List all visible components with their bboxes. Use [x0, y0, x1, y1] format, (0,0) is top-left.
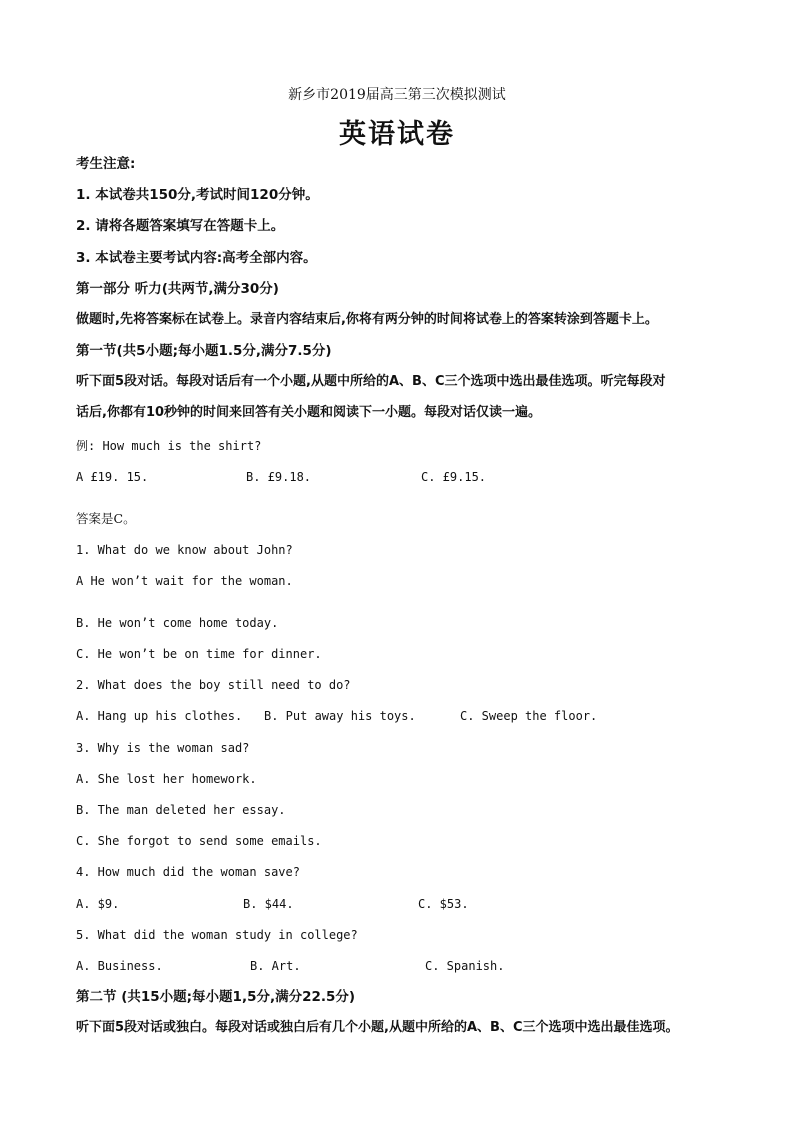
question-2: 2. What does the boy still need to do?: [76, 678, 351, 692]
question-4: 4. How much did the woman save?: [76, 865, 300, 879]
question-2-option-a: A. Hang up his clothes.: [76, 709, 243, 723]
section2-heading: 第二节 (共15小题;每小题1,5分,满分22.5分): [76, 989, 356, 1005]
notice-item-3: 3. 本试卷主要考试内容:高考全部内容。: [76, 250, 317, 266]
question-1-option-b: B. He won’t come home today.: [76, 616, 279, 630]
question-5-option-b: B. Art.: [250, 959, 301, 973]
section1-instruction-line1: 听下面5段对话。每段对话后有一个小题,从题中所给的A、B、C三个选项中选出最佳选项。听完每段对: [76, 374, 666, 389]
question-1-option-c: C. He won’t be on time for dinner.: [76, 647, 322, 661]
question-2-option-c: C. Sweep the floor.: [460, 709, 598, 723]
notice-heading: 考生注意:: [76, 156, 136, 172]
notice-item-1: 1. 本试卷共150分,考试时间120分钟。: [76, 187, 319, 203]
notice-item-2: 2. 请将各题答案填写在答题卡上。: [76, 218, 285, 234]
question-4-option-a: A. $9.: [76, 897, 120, 911]
example-question: 例: How much is the shirt?: [76, 439, 262, 453]
question-5-option-a: A. Business.: [76, 959, 163, 973]
part1-heading: 第一部分 听力(共两节,满分30分): [76, 281, 279, 297]
question-3-option-b: B. The man deleted her essay.: [76, 803, 286, 817]
question-3-option-a: A. She lost her homework.: [76, 772, 257, 786]
question-4-option-c: C. $53.: [418, 897, 469, 911]
example-option-a: A £19. 15.: [76, 470, 149, 484]
example-answer: 答案是C。: [76, 511, 136, 526]
example-option-b: B. £9.18.: [246, 470, 312, 484]
question-3: 3. Why is the woman sad?: [76, 741, 250, 755]
example-option-c: C. £9.15.: [421, 470, 487, 484]
question-5-option-c: C. Spanish.: [425, 959, 505, 973]
question-5: 5. What did the woman study in college?: [76, 928, 358, 942]
question-4-option-b: B. $44.: [243, 897, 294, 911]
question-1-option-a: A He won’t wait for the woman.: [76, 574, 293, 588]
section1-heading: 第一节(共5小题;每小题1.5分,满分7.5分): [76, 343, 332, 359]
section1-instruction-line2: 话后,你都有10秒钟的时间来回答有关小题和阅读下一小题。每段对话仅读一遍。: [76, 405, 542, 420]
question-1: 1. What do we know about John?: [76, 543, 293, 557]
section2-instruction: 听下面5段对话或独白。每段对话或独白后有几个小题,从题中所给的A、B、C三个选项中选出最佳选项。: [76, 1020, 679, 1035]
question-3-option-c: C. She forgot to send some emails.: [76, 834, 322, 848]
question-2-option-b: B. Put away his toys.: [264, 709, 416, 723]
exam-subtitle: 新乡市2019届高三第三次模拟测试: [288, 87, 506, 103]
part1-instruction: 做题时,先将答案标在试卷上。录音内容结束后,你将有两分钟的时间将试卷上的答案转涂到答题卡上。: [76, 312, 658, 327]
exam-title: 英语试卷: [339, 119, 455, 150]
